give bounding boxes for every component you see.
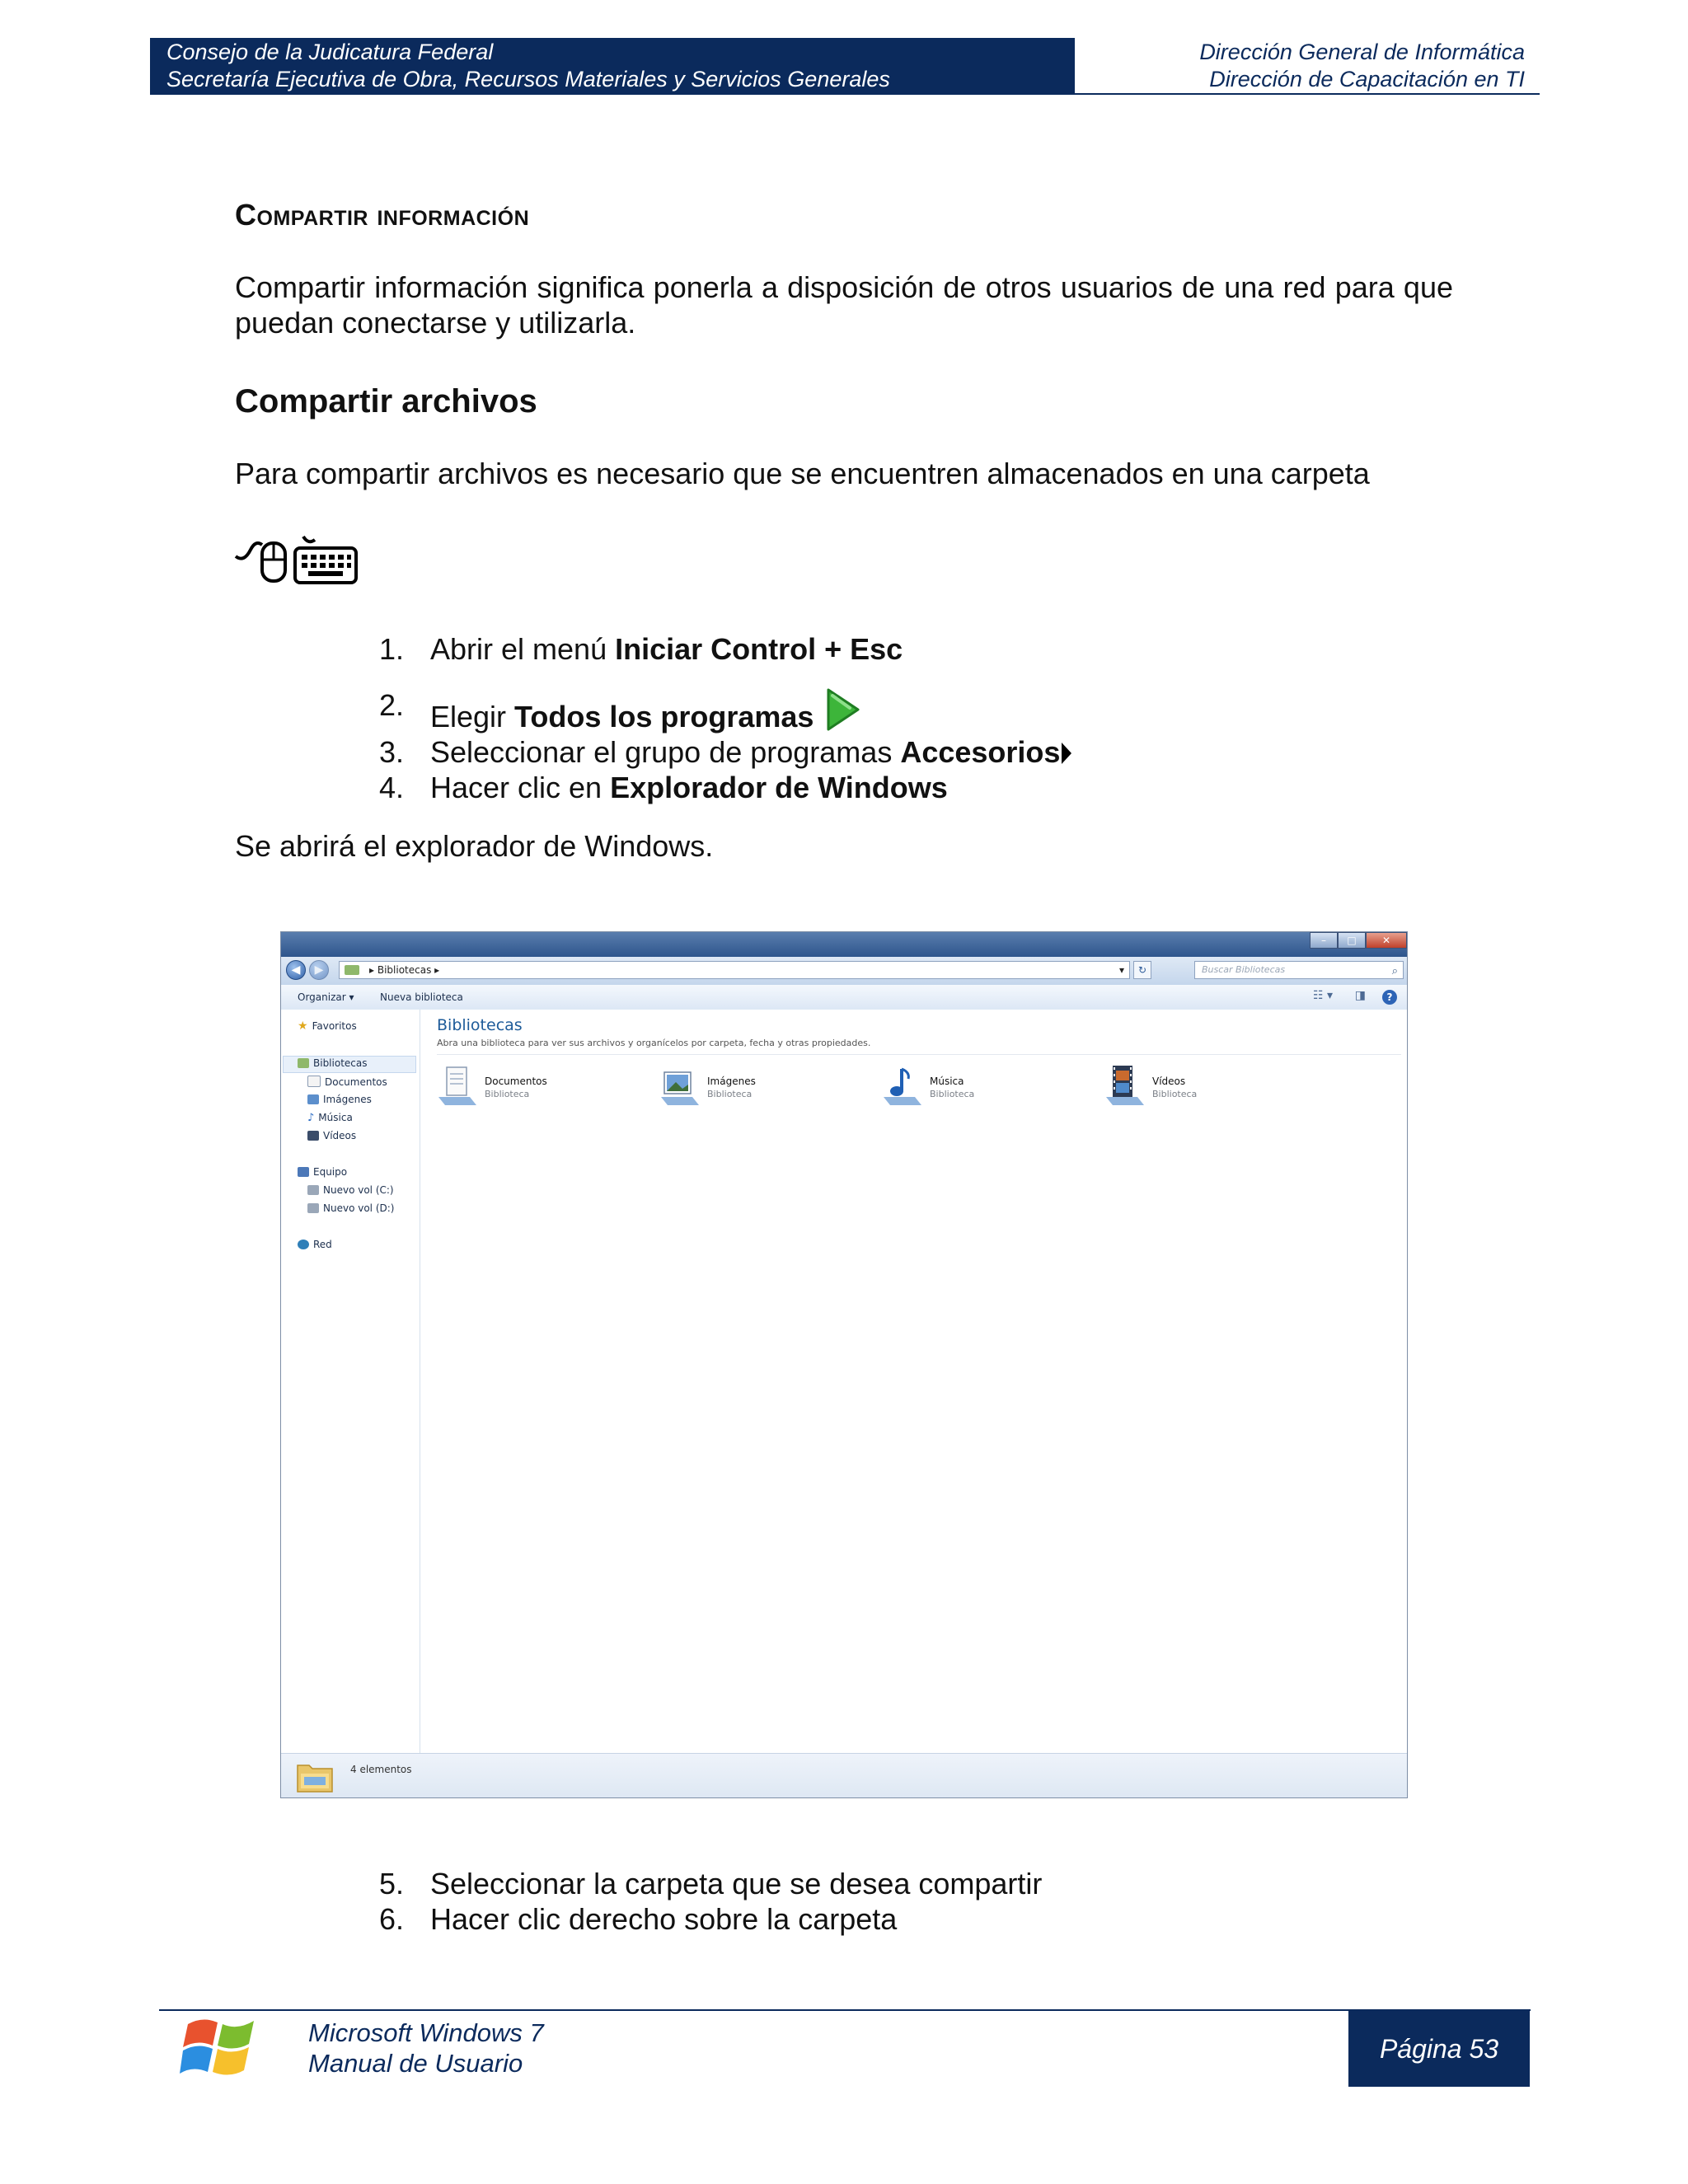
library-type: Biblioteca xyxy=(1152,1089,1198,1099)
search-input[interactable] xyxy=(1194,961,1404,979)
minimize-button[interactable]: – xyxy=(1310,932,1338,949)
close-button[interactable]: ✕ xyxy=(1366,932,1407,949)
refresh-button[interactable]: ↻ xyxy=(1133,961,1151,979)
play-arrow-icon xyxy=(825,687,861,732)
music-note-icon: ♪ xyxy=(307,1112,315,1124)
files-paragraph: Para compartir archivos es necesario que se encuentren almacenados en una carpeta xyxy=(235,457,1370,490)
nav-red[interactable]: Red xyxy=(298,1239,332,1250)
breadcrumb-bibliotecas[interactable]: Bibliotecas xyxy=(377,964,432,976)
nav-favoritos[interactable]: ★ Favoritos xyxy=(298,1019,357,1033)
library-folder-icon xyxy=(345,965,359,975)
preview-pane-icon[interactable]: ◨ xyxy=(1354,989,1366,1002)
film-icon xyxy=(307,1131,319,1141)
header-subdirection: Dirección de Capacitación en TI xyxy=(1209,67,1525,91)
step-1: 1. Abrir el menú Iniciar Control + Esc xyxy=(379,632,903,666)
item-count: 4 elementos xyxy=(350,1764,412,1775)
nav-musica[interactable]: ♪ Música xyxy=(307,1112,353,1124)
breadcrumb-chevron-icon[interactable]: ▸ xyxy=(431,964,440,976)
footer-title xyxy=(308,2018,544,2079)
library-imagenes[interactable] xyxy=(659,1064,874,1113)
libraries-icon xyxy=(298,1058,309,1068)
header-org: Consejo de la Judicatura Federal xyxy=(166,40,494,64)
step-3: 3. Seleccionar el grupo de programas Accesorios xyxy=(379,734,1073,770)
libraries-folder-icon xyxy=(296,1759,334,1795)
pictures-library-icon xyxy=(659,1064,701,1108)
library-documentos[interactable] xyxy=(437,1064,651,1113)
window-controls xyxy=(1310,932,1407,950)
library-name: Vídeos xyxy=(1152,1076,1186,1087)
steps-list-b xyxy=(379,1866,1042,1937)
step-2: 2. Elegir Todos los programas xyxy=(379,687,1073,734)
library-name: Imágenes xyxy=(707,1076,756,1087)
back-button[interactable]: ◀ xyxy=(286,960,306,980)
library-videos[interactable] xyxy=(1104,1064,1319,1113)
hard-drive-icon xyxy=(307,1185,319,1195)
library-type: Biblioteca xyxy=(707,1089,753,1099)
search-placeholder: Buscar Bibliotecas xyxy=(1202,964,1286,975)
submenu-arrow-icon xyxy=(1060,741,1073,766)
documents-library-icon xyxy=(437,1064,478,1108)
library-type: Biblioteca xyxy=(485,1089,530,1099)
status-bar xyxy=(281,1753,1407,1798)
header-right-text xyxy=(1199,39,1525,93)
library-type: Biblioteca xyxy=(930,1089,975,1099)
page-number: Página 53 xyxy=(1348,2011,1530,2087)
steps-list-a xyxy=(379,631,1073,805)
document-icon xyxy=(307,1076,321,1087)
computer-icon xyxy=(298,1167,309,1177)
view-options-icon[interactable]: ☷ ▾ xyxy=(1312,989,1333,1002)
nav-bibliotecas[interactable]: Bibliotecas xyxy=(298,1057,367,1069)
music-library-icon xyxy=(882,1064,923,1108)
nav-disk-c[interactable]: Nuevo vol (C:) xyxy=(307,1184,394,1196)
maximize-button[interactable]: □ xyxy=(1338,932,1366,949)
footer-product: Microsoft Windows 7 xyxy=(308,2018,544,2047)
videos-library-icon xyxy=(1104,1064,1146,1108)
step-6: 6. Hacer clic derecho sobre la carpeta xyxy=(379,1902,898,1936)
section-title: Compartir información xyxy=(235,198,530,232)
nav-videos[interactable]: Vídeos xyxy=(307,1130,356,1141)
libraries-heading: Bibliotecas xyxy=(437,1016,523,1034)
content-pane xyxy=(420,1010,1407,1753)
help-icon[interactable]: ? xyxy=(1382,990,1397,1005)
hard-drive-icon xyxy=(307,1203,319,1213)
step-4: 4. Hacer clic en Explorador de Windows xyxy=(379,771,948,804)
address-dropdown-icon[interactable]: ▾ xyxy=(1118,964,1124,976)
header-rule xyxy=(150,93,1540,95)
nav-imagenes[interactable]: Imágenes xyxy=(307,1094,372,1105)
breadcrumb-separator-icon: ▸ xyxy=(369,964,377,976)
step-5: 5. Seleccionar la carpeta que se desea compartir xyxy=(379,1867,1043,1900)
header-dept: Secretaría Ejecutiva de Obra, Recursos Materiales y Servicios Generales xyxy=(166,67,890,91)
nav-disk-d[interactable]: Nuevo vol (D:) xyxy=(307,1202,394,1214)
star-icon: ★ xyxy=(298,1019,308,1033)
footer-rule xyxy=(159,2009,1531,2011)
nav-equipo[interactable]: Equipo xyxy=(298,1166,347,1178)
explorer-opens-text: Se abrirá el explorador de Windows. xyxy=(235,829,714,863)
header-left-text xyxy=(166,39,890,93)
new-library-button[interactable]: Nueva biblioteca xyxy=(380,991,463,1003)
nav-documentos[interactable]: Documentos xyxy=(307,1076,387,1088)
library-name: Documentos xyxy=(485,1076,547,1087)
forward-button[interactable]: ▶ xyxy=(309,960,329,980)
windows-logo-icon xyxy=(180,2009,262,2085)
subsection-title: Compartir archivos xyxy=(235,383,537,419)
footer-manual: Manual de Usuario xyxy=(308,2049,523,2078)
breadcrumb[interactable] xyxy=(339,961,1130,979)
search-icon[interactable]: ⌕ xyxy=(1391,965,1398,977)
libraries-description: Abra una biblioteca para ver sus archivos y organícelos por carpeta, fecha y otras propiedades. xyxy=(437,1038,871,1048)
picture-icon xyxy=(307,1094,319,1104)
mouse-keyboard-icon xyxy=(232,532,361,589)
navigation-pane xyxy=(281,1010,420,1753)
header-direction: Dirección General de Informática xyxy=(1199,40,1525,64)
libraries-divider xyxy=(437,1054,1401,1055)
network-icon xyxy=(298,1240,309,1249)
explorer-window xyxy=(280,931,1408,1798)
library-musica[interactable] xyxy=(882,1064,1096,1113)
command-bar xyxy=(281,985,1407,1010)
window-titlebar xyxy=(281,932,1407,957)
library-name: Música xyxy=(930,1076,964,1087)
address-bar xyxy=(281,957,1407,985)
intro-paragraph: Compartir información significa ponerla a disposición de otros usuarios de una red para que puedan conectarse y utilizarla. xyxy=(235,270,1453,340)
organize-button[interactable]: Organizar ▾ xyxy=(298,991,354,1003)
